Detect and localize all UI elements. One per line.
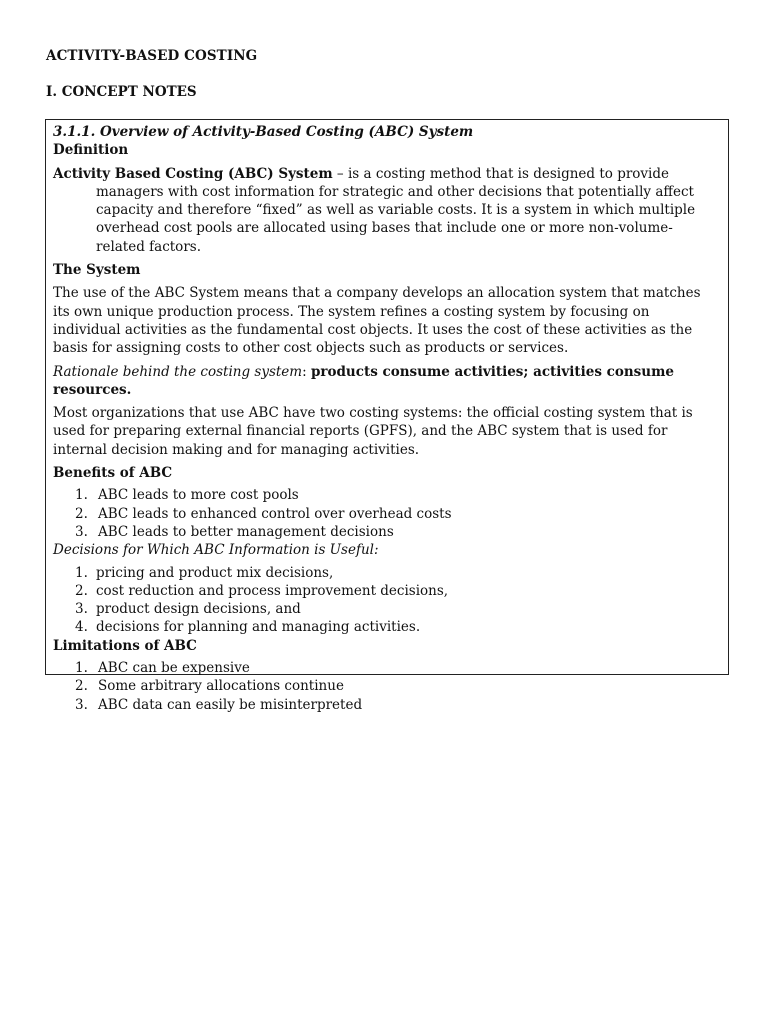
list-item: 1. ABC leads to more cost pools (75, 487, 299, 504)
section-heading: I. CONCEPT NOTES (46, 84, 197, 100)
limitations-heading: Limitations of ABC (53, 637, 197, 654)
system-paragraph: The use of the ABC System means that a company develops an allocation system that matches its own unique production process. The system refines a costing system by focusing on individual activities as the fundamental cost objects. It uses the cost of these activities as the basis for assigning costs to other cost objects such as products or services. (53, 285, 701, 357)
document-title: ACTIVITY-BASED COSTING (46, 48, 258, 64)
subsection-title: 3.1.1. Overview of Activity-Based Costing (ABC) System (53, 124, 474, 140)
list-item: 1. ABC can be expensive (75, 660, 250, 677)
decisions-list (53, 564, 721, 637)
benefits-heading: Benefits of ABC (53, 465, 173, 482)
rationale-text: products consume activities; activities consume resources. (53, 363, 674, 398)
two-systems-paragraph: Most organizations that use ABC have two costing systems: the official costing system that is used for preparing external financial reports (GPFS), and the ABC system that is used for internal decision making and for managing activities. (53, 405, 693, 458)
definition-paragraph (53, 165, 721, 256)
rationale-colon: : (302, 363, 311, 380)
decisions-heading: Decisions for Which ABC Information is Useful: (53, 542, 379, 559)
list-item: 4. decisions for planning and managing activities. (75, 619, 421, 636)
definition-text: – is a costing method that is designed to provide managers with cost information for strategic and other decisions that potentially affect capacity and therefore “fixed” as well as variable costs. It is a system in which multiple overhead cost pools are allocated using bases that include one or more non-volume-related factors. (96, 165, 696, 255)
list-item: 2. ABC leads to enhanced control over overhead costs (75, 505, 452, 522)
rationale-label: Rationale behind the costing system (53, 363, 303, 380)
list-item: 3. ABC data can easily be misinterpreted (75, 696, 363, 713)
concept-notes-box (45, 119, 729, 713)
list-item: 2. cost reduction and process improvement decisions, (75, 582, 449, 599)
list-item: 3. product design decisions, and (75, 601, 301, 618)
system-heading: The System (53, 262, 141, 279)
definition-heading: Definition (53, 142, 129, 159)
benefits-list (53, 486, 721, 541)
list-item: 1. pricing and product mix decisions, (75, 564, 334, 581)
list-item: 2. Some arbitrary allocations continue (75, 678, 344, 695)
definition-term: Activity Based Costing (ABC) System (53, 165, 333, 182)
list-item: 3. ABC leads to better management decisions (75, 523, 394, 540)
rationale-paragraph (53, 363, 721, 400)
limitations-list (53, 659, 721, 714)
